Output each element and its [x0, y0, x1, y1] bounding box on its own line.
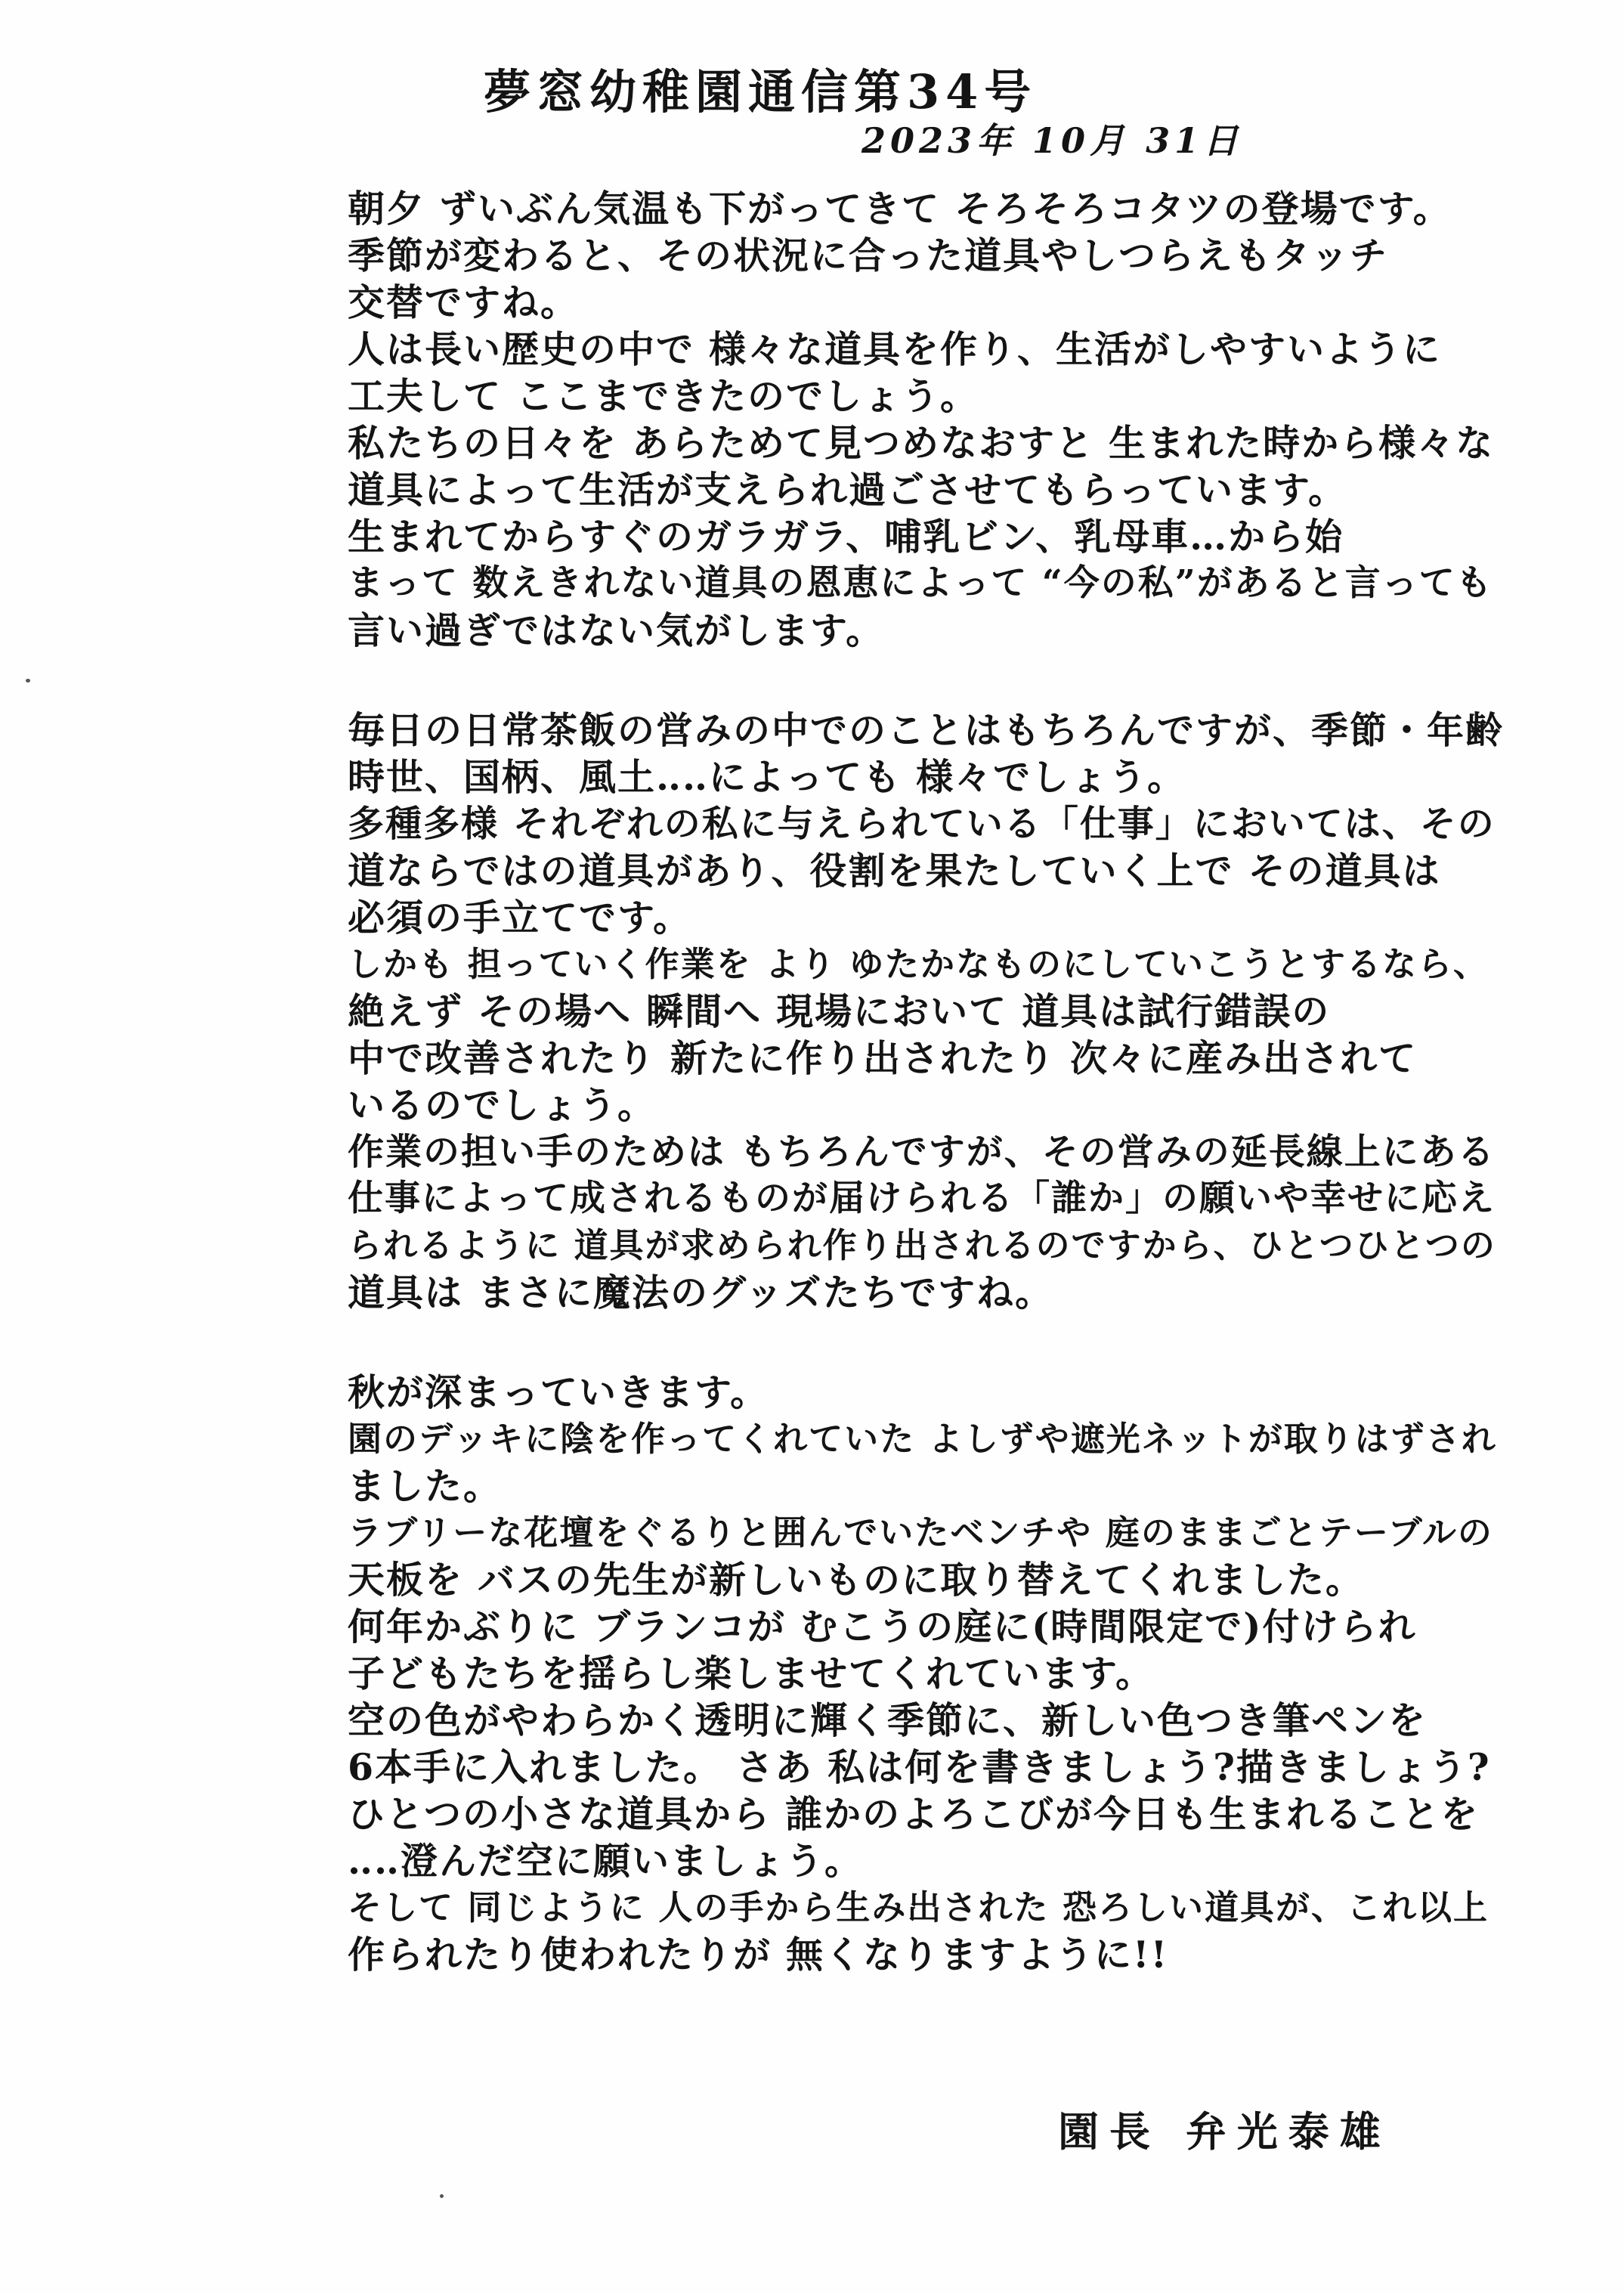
- text-line: 道具によって生活が支えられ過ごさせてもらっています。: [348, 468, 1347, 512]
- letter-body: [348, 185, 1511, 1978]
- text-line: 季節が変わると、その状況に合った道具やしつらえもタッチ: [348, 234, 1389, 277]
- text-line: そして 同じように 人の手から生み出された 恐ろしい道具が、これ以上: [348, 1887, 1489, 1927]
- text-line: いるのでしょう。: [348, 1083, 657, 1127]
- paragraph: [348, 185, 1511, 654]
- text-line: 私たちの日々を あらためて見つめなおすと 生まれた時から様々な: [348, 421, 1495, 465]
- text-line: 交替ですね。: [348, 280, 580, 324]
- text-line: ラブリーな花壇をぐるりと囲んでいたベンチや 庭のままごとテーブルの: [348, 1512, 1493, 1553]
- principal-signature: 園長 弁光泰雄: [1058, 2107, 1391, 2156]
- text-line: ひとつの小さな道具から 誰かのよろこびが今日も生まれることを: [348, 1792, 1480, 1836]
- text-line: 中で改善されたり 新たに作り出されたり 次々に産み出されて: [348, 1036, 1418, 1080]
- newsletter-title: 夢窓幼稚園通信第34号: [484, 64, 1038, 119]
- text-line: 子どもたちを揺らし楽しませてくれています。: [348, 1652, 1155, 1695]
- text-line: 作られたり使われたりが 無くなりますように!!: [348, 1933, 1169, 1977]
- text-line: 時世、国柄、風土‥‥によっても 様々でしょう。: [348, 755, 1186, 799]
- text-line: 生まれてからすぐのガラガラ、哺乳ビン、乳母車…から始: [348, 515, 1344, 559]
- text-line: 多種多様 それぞれの私に与えられている「仕事」においては、その: [348, 803, 1496, 845]
- newsletter-date: 2023年 10月 31日: [861, 120, 1243, 161]
- text-line: 必須の手立てです。: [348, 896, 692, 940]
- scan-speck: [440, 2194, 444, 2198]
- text-line: 6本手に入れました。 さあ 私は何を書きましょう?描きましょう?: [348, 1745, 1491, 1789]
- text-line: 毎日の日常茶飯の営みの中でのことはもちろんですが、季節・年齢: [348, 708, 1505, 752]
- text-line: 何年かぶりに ブランコが むこうの庭に(時間限定で)付けられ: [348, 1605, 1417, 1649]
- text-line: 工夫して ここまできたのでしょう。: [348, 374, 979, 418]
- text-line: 秋が深まっていきます。: [348, 1370, 769, 1414]
- text-line: 天板を バスの先生が新しいものに取り替えてくれました。: [348, 1558, 1365, 1602]
- text-line: 作業の担い手のためは もちろんですが、その営みの延長線上にある: [348, 1131, 1496, 1173]
- paragraph: [348, 707, 1511, 1316]
- text-line: 言い過ぎではない気がします。: [348, 608, 885, 652]
- text-line: 人は長い歴史の中で 様々な道具を作り、生活がしやすいように: [348, 327, 1442, 371]
- text-line: 園のデッキに陰を作ってくれていた よしずや遮光ネットが取りはずされ: [348, 1419, 1497, 1459]
- text-line: 空の色がやわらかく透明に輝く季節に、新しい色つき筆ペンを: [348, 1698, 1428, 1742]
- paragraph-gap: [348, 654, 1511, 707]
- scan-speck: [26, 679, 30, 683]
- text-line: 仕事によって成されるものが届けられる「誰か」の願いや幸せに応え: [348, 1178, 1496, 1219]
- paragraph-gap: [348, 1316, 1511, 1369]
- text-line: しかも 担っていく作業を より ゆたかなものにしていこうとするなら、: [348, 944, 1489, 984]
- text-line: 絶えず その場へ 瞬間へ 現場において 道具は試行錯誤の: [348, 989, 1331, 1033]
- text-line: まって 数えきれない道具の恩恵によって “今の私”があると言っても: [348, 562, 1493, 604]
- paragraph: [348, 1369, 1511, 1978]
- text-line: 道ならではの道具があり、役割を果たしていく上で その道具は: [348, 849, 1441, 893]
- text-line: られるように 道具が求められ作り出されるのですから、ひとつひとつの: [348, 1225, 1496, 1265]
- text-line: 朝夕 ずいぶん気温も下がってきて そろそろコタツの登場です。: [348, 187, 1452, 231]
- text-line: 道具は まさに魔法のグッズたちですね。: [348, 1271, 1054, 1314]
- text-line: ‥‥澄んだ空に願いましょう。: [348, 1839, 864, 1883]
- text-line: ました。: [348, 1464, 503, 1508]
